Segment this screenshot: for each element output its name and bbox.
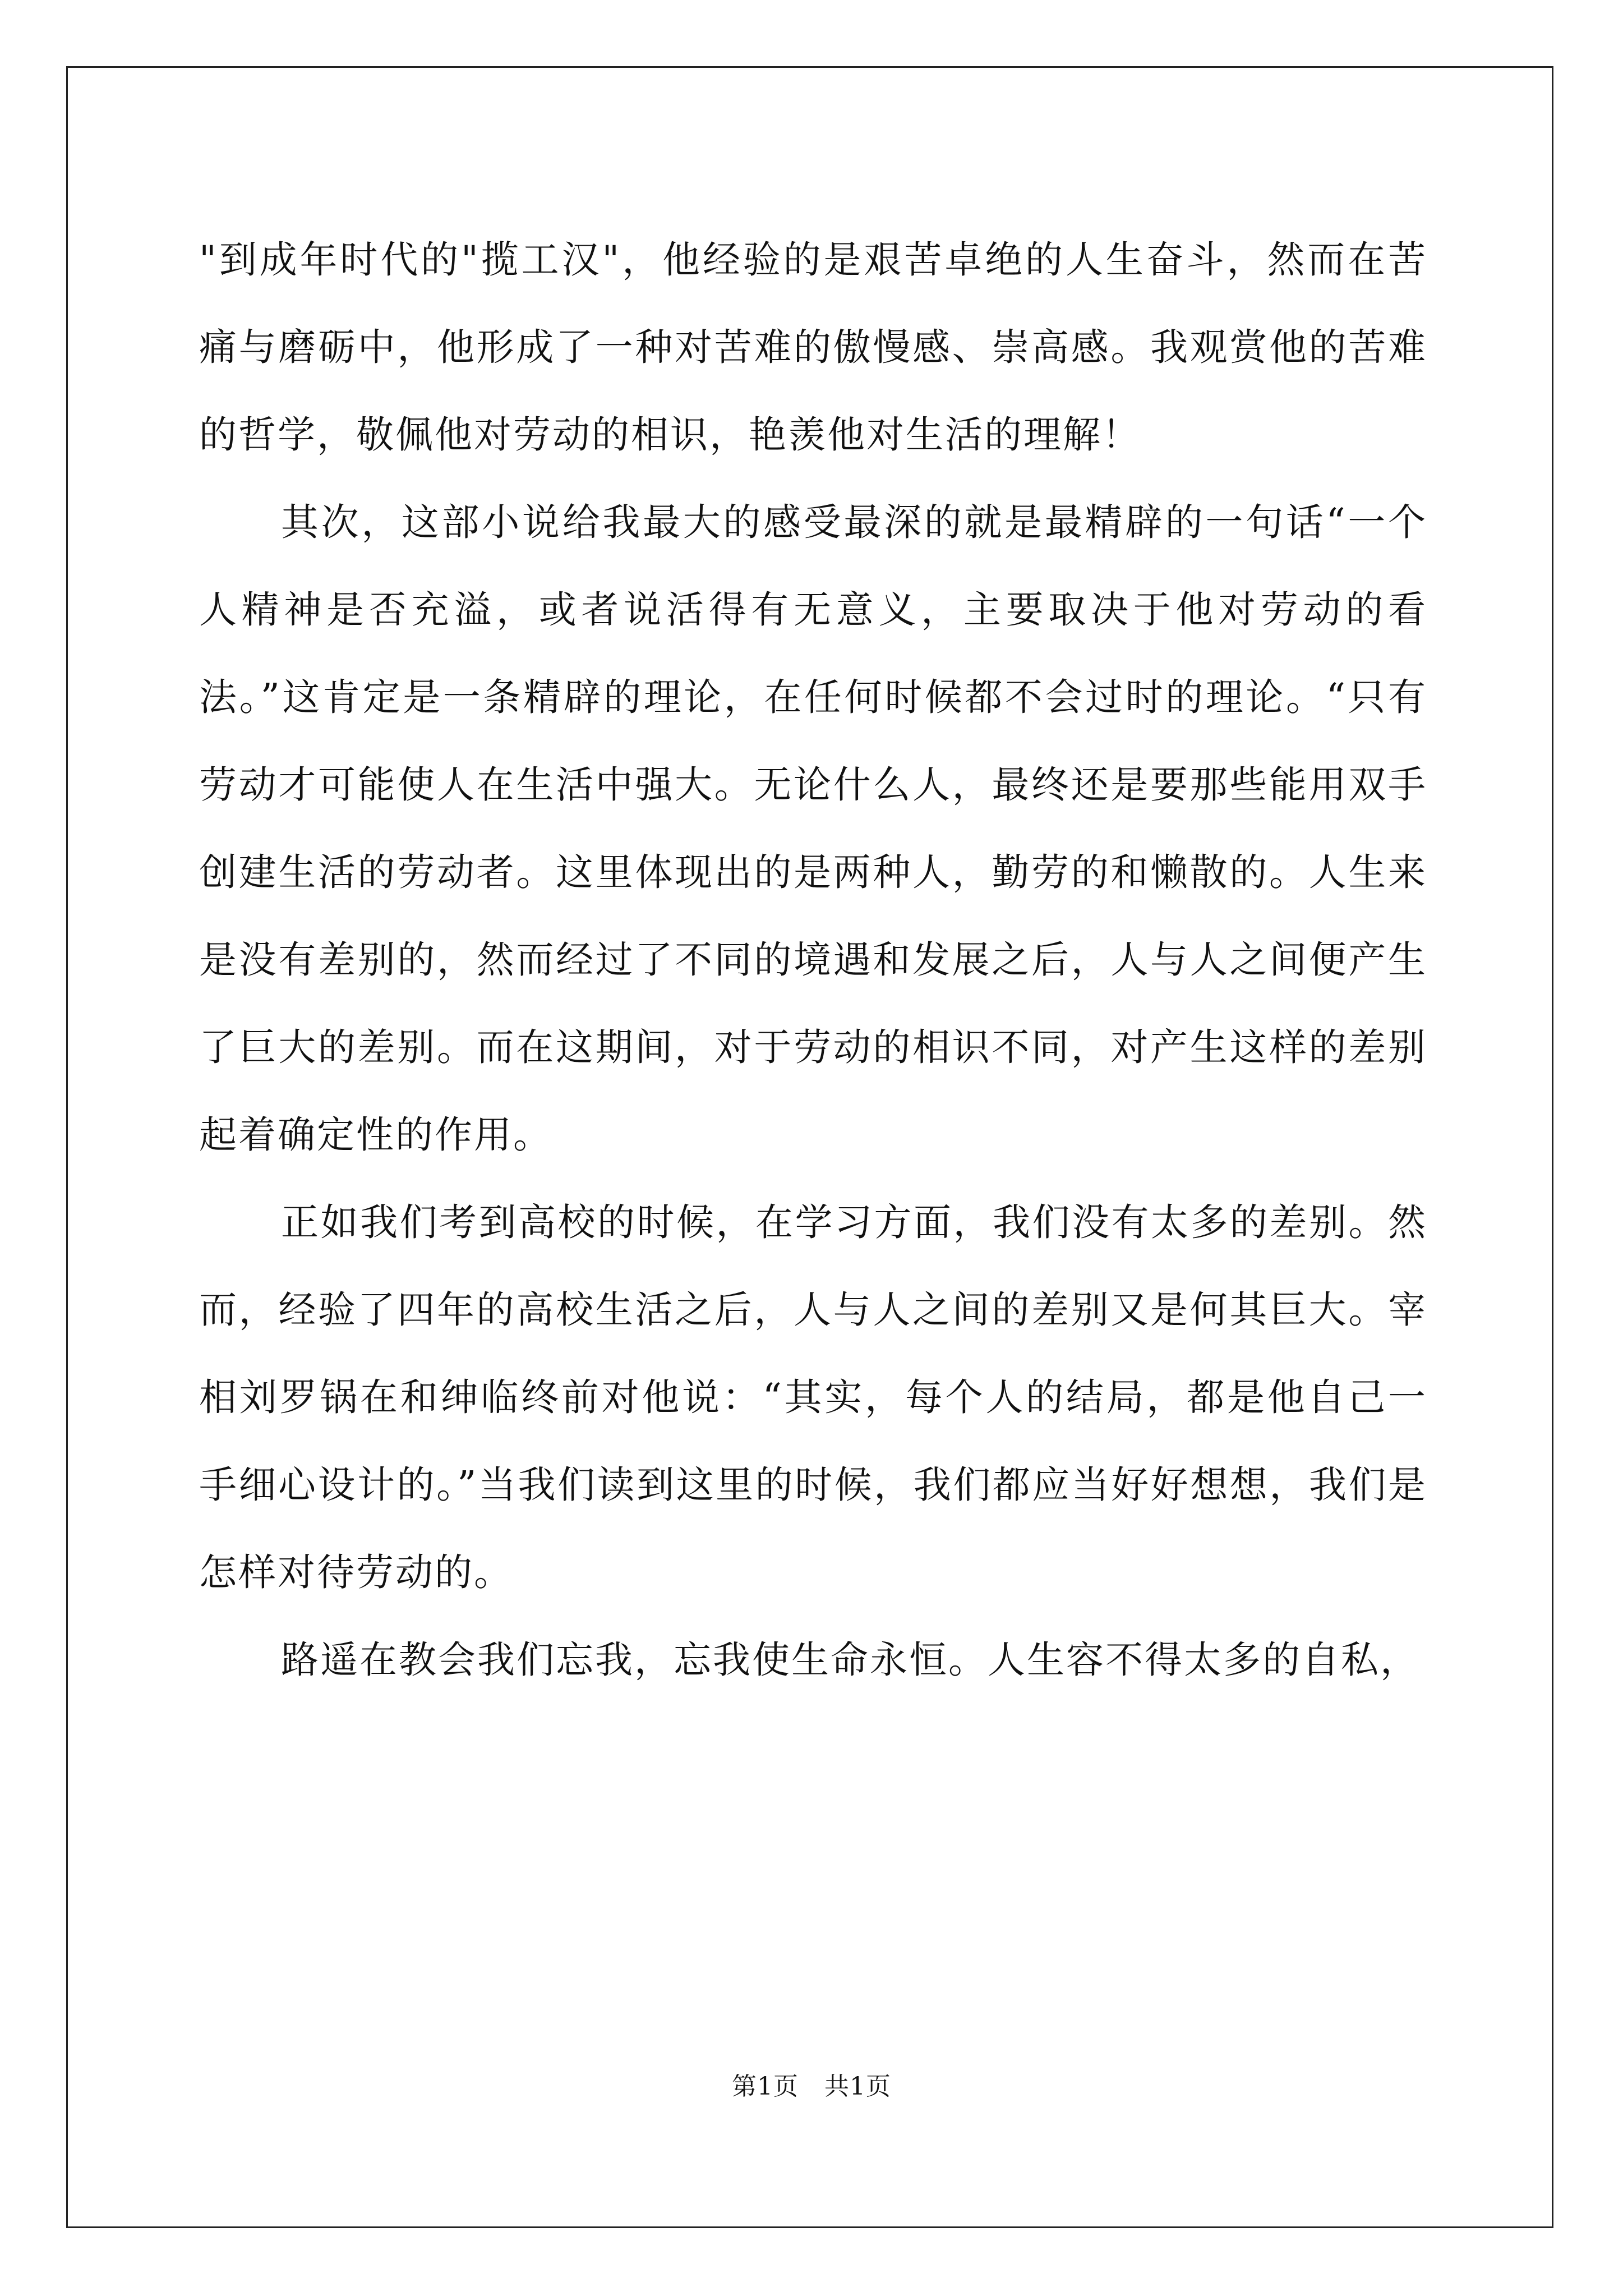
page-total: 共1页 [824,2072,891,2101]
paragraph-3: 正如我们考到高校的时候，在学习方面，我们没有太多的差别。然而，经验了四年的高校生活之后，人与人之间的差别又是何其巨大。宰相刘罗锅在和绅临终前对他说：“其实，每个人的结局，都是他自己一手细心设计的。”当我们读到这里的时候，我们都应当好好想想，我们是怎样对待劳动的。 [199,1200,1427,1594]
page-number: 第1页 [732,2072,799,2101]
paragraph-1: "到成年时代的"揽工汉"，他经验的是艰苦卓绝的人生奋斗，然而在苦痛与磨砺中，他形成了一种对苦难的傲慢感、崇高感。我观赏他的苦难的哲学，敬佩他对劳动的相识，艳羡他对生活的理解！ [199,238,1427,457]
page-footer [0,2070,1623,2104]
document-body [199,216,1427,1704]
paragraph-4: 路遥在教会我们忘我，忘我使生命永恒。人生容不得太多的自私， [281,1638,1419,1682]
paragraph-2: 其次，这部小说给我最大的感受最深的就是最精辟的一句话“一个人精神是否充溢，或者说活得有无意义，主要取决于他对劳动的看法。”这肯定是一条精辟的理论，在任何时候都不会过时的理论。“只有劳动才可能使人在生活中强大。无论什么人，最终还是要那些能用双手创建生活的劳动者。这里体现出的是两种人，勤劳的和懒散的。人生来是没有差别的，然而经过了不同的境遇和发展之后，人与人之间便产生了巨大的差别。而在这期间，对于劳动的相识不同，对产生这样的差别起着确定性的作用。 [199,500,1427,1157]
